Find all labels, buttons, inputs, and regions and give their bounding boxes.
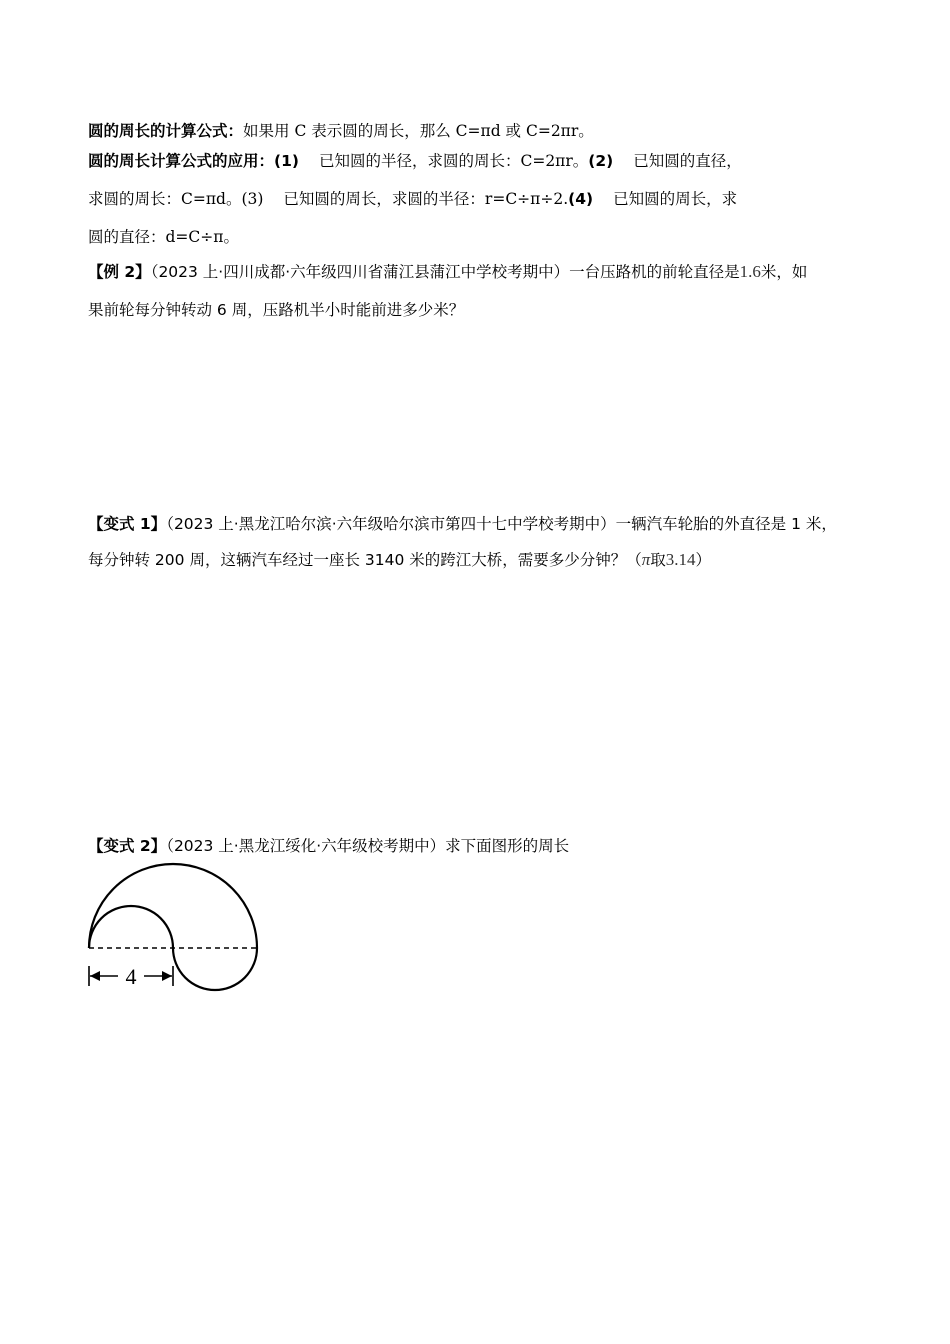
small-upper-semicircle-arc	[89, 906, 173, 948]
example2-tag: 【例 2】	[88, 263, 151, 281]
example2-line1-a: （2023 上·四川成都·六年级四川省蒲江县蒲江中学校考期中）一台压路机的前轮直径是	[150, 263, 740, 281]
formula-text: 如果用 C 表示圆的周长，那么 C=πd 或 C=2πr。	[243, 122, 594, 140]
variant1-line2-a: 每分钟转 200 周，这辆汽车经过一座长 3140 米的跨江大桥，需要多少分钟？（	[88, 551, 642, 569]
variant2-tag: 【变式 2】	[88, 837, 167, 855]
application-line-2	[88, 189, 737, 209]
application-p4-text: 已知圆的周长，求	[613, 190, 738, 208]
example2-line2: 果前轮每分钟转动 6 周，压路机半小时能前进多少米？	[88, 301, 465, 319]
variant1-line-1	[88, 514, 837, 534]
application-p1-text: 已知圆的半径，求圆的周长：C=2πr。	[318, 152, 589, 170]
application-p2-text: 已知圆的直径，	[633, 152, 742, 170]
example2-line-2	[88, 300, 464, 320]
example2-line-1	[88, 262, 807, 282]
variant1-line1: （2023 上·黑龙江哈尔滨·六年级哈尔滨市第四十七中学校考期中）一辆汽车轮胎的外直径是 1 米，	[166, 515, 837, 533]
application-line3: 圆的直径：d=C÷π。	[88, 228, 239, 246]
variant1-pi-symbol: π	[641, 550, 651, 569]
dimension-right-arrowhead	[162, 971, 172, 981]
variant1-line-2	[88, 550, 711, 570]
semicircle-figure	[80, 860, 280, 1000]
dimension-label: 4	[125, 964, 137, 989]
application-line-3	[88, 227, 239, 247]
example2-diameter: 1.6	[739, 262, 761, 281]
variant1-close: ）	[695, 551, 712, 569]
small-lower-semicircle-arc	[173, 948, 257, 990]
application-heading: 圆的周长计算公式的应用：	[88, 152, 275, 170]
application-p1-num: (1)	[274, 152, 299, 170]
variant2-line	[88, 836, 569, 856]
formula-line	[88, 121, 594, 141]
application-line-1	[88, 151, 742, 171]
dimension-left-arrowhead	[90, 971, 100, 981]
application-p4-num: (4)	[568, 190, 594, 208]
application-line2-b: 已知圆的周长，求圆的半径：r=C÷π÷2.	[283, 190, 569, 208]
example2-line1-b: 米，如	[760, 263, 808, 281]
application-line2-a: 求圆的周长：C=πd。(3)	[88, 190, 264, 208]
formula-heading: 圆的周长的计算公式：	[88, 122, 244, 140]
variant2-text: （2023 上·黑龙江绥化·六年级校考期中）求下面图形的周长	[166, 837, 570, 855]
variant1-take: 取	[650, 551, 666, 569]
application-p2-num: (2)	[588, 152, 614, 170]
large-semicircle-arc	[89, 864, 257, 948]
variant1-pi-value: 3.14	[665, 550, 696, 569]
variant1-tag: 【变式 1】	[88, 515, 167, 533]
